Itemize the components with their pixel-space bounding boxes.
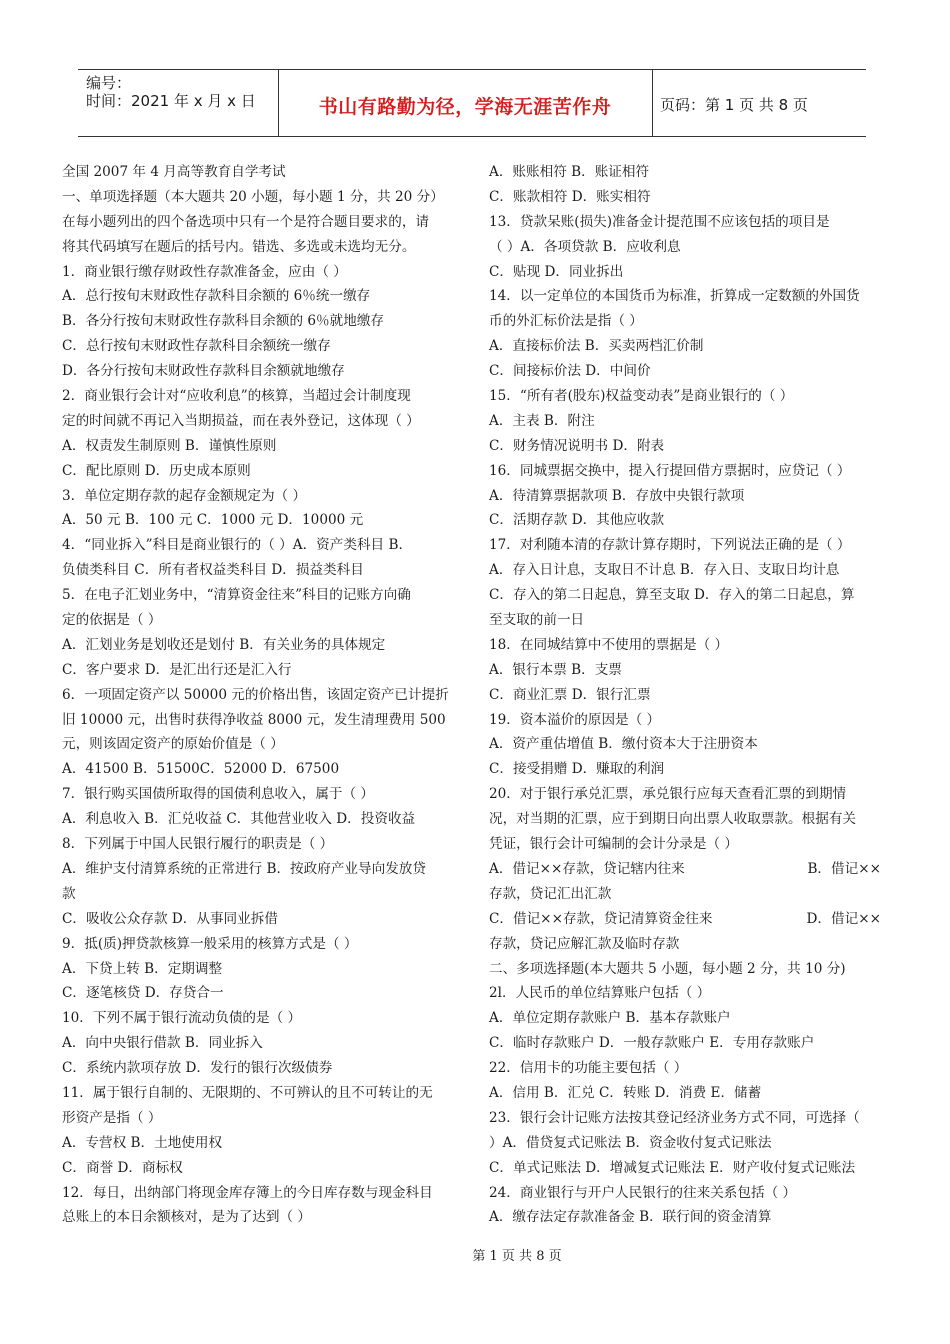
text-line: ）A．借贷复式记账法 B．资金收付复式记账法 [489, 1134, 772, 1151]
page-header [78, 69, 866, 137]
text-line: 7．银行购买国债所取得的国债利息收入，属于（ ） [62, 786, 375, 803]
text-line: A．账账相符 B．账证相符 [489, 164, 650, 180]
text-line: D．各分行按旬末财政性存款科目余额就地缴存 [62, 363, 345, 380]
text-line: C．总行按旬末财政性存款科目余额统一缴存 [62, 338, 331, 355]
option-left-text: C．借记××存款，贷记清算资金往来 [489, 910, 713, 927]
answer-option-row [489, 932, 881, 957]
text-line: A．权责发生制原则 B．谨慎性原则 [62, 437, 277, 454]
text-line: 9．抵(质)押贷款核算一般采用的核算方式是（ ） [62, 935, 358, 952]
text-line: A．直接标价法 B．买卖两档汇价制 [489, 338, 704, 355]
text-line: C．贴现 D．同业拆出 [489, 263, 624, 280]
right-text-column [489, 160, 881, 1230]
text-line: 2l．人民币的单位结算账户包括（ ） [489, 985, 711, 1002]
text-line: 全国 2007 年 4 月高等教育自学考试 [62, 164, 286, 180]
left-text-column [62, 160, 458, 1230]
text-line: 总账上的本日余额核对，是为了达到（ ） [62, 1209, 312, 1226]
text-line: 2．商业银行会计对“应收利息”的核算，当超过会计制度现 [62, 388, 411, 405]
text-line: A．待清算票据款项 B．存放中央银行款项 [489, 487, 745, 504]
text-line: C．存入的第二日起息，算至支取 D．存入的第二日起息，算 [489, 587, 855, 604]
text-line: C．活期存款 D．其他应收款 [489, 512, 665, 529]
text-line: 10．下列不属于银行流动负债的是（ ） [62, 1010, 302, 1027]
text-line: 一、单项选择题（本大题共 20 小题，每小题 1 分，共 20 分） [62, 188, 444, 205]
text-line: A．缴存法定存款准备金 B．联行间的资金清算 [489, 1209, 772, 1226]
text-line: C．吸收公众存款 D．从事同业拆借 [62, 910, 278, 927]
text-line: C．账款相符 D．账实相符 [489, 188, 651, 205]
text-line: C．配比原则 D．历史成本原则 [62, 462, 251, 479]
text-line: 5．在电子汇划业务中，“清算资金往来”科目的记账方向确 [62, 587, 411, 604]
header-motto-cell [278, 70, 653, 136]
option-right-text: B．借记×× [807, 860, 881, 877]
text-line: 11．属于银行自制的、无限期的、不可辨认的且不可转让的无 [62, 1084, 433, 1101]
header-info-cell [78, 70, 279, 136]
text-line: 二、多项选择题(本大题共 5 小题，每小题 2 分，共 10 分) [489, 960, 846, 977]
text-line: 22．信用卡的功能主要包括（ ） [489, 1060, 688, 1077]
answer-option-row [489, 857, 881, 882]
text-line: 14．以一定单位的本国货币为标准，折算成一定数额的外国货 [489, 288, 860, 305]
text-line: C．财务情况说明书 D．附表 [489, 437, 665, 454]
text-line: 款 [62, 885, 76, 902]
text-line: 定的时间就不再记入当期损益，而在表外登记，这体现（ ） [62, 412, 420, 429]
text-line: 形资产是指（ ） [62, 1109, 162, 1126]
text-line: A．主表 B．附注 [489, 412, 595, 429]
text-line: 在每小题列出的四个备选项中只有一个是符合题目要求的，请 [62, 213, 430, 230]
text-line: A．利息收入 B．汇兑收益 C．其他营业收入 D．投资收益 [62, 811, 416, 828]
text-line: A．存入日计息，支取日不计息 B．存入日、支取日均计息 [489, 562, 840, 579]
answer-option-row [489, 882, 881, 907]
text-line: 15．“所有者(股东)权益变动表”是商业银行的（ ） [489, 388, 794, 405]
text-line: A．维护支付清算系统的正常进行 B．按政府产业导向发放贷 [62, 860, 426, 877]
text-line: 13．贷款呆账(损失)准备金计提范围不应该包括的项目是 [489, 213, 830, 230]
text-line: 负债类科目 C．所有者权益类科目 D．损益类科目 [62, 562, 364, 579]
text-line: A．信用 B．汇兑 C．转账 D．消费 E．储蓄 [489, 1084, 762, 1101]
document-time-label: 时间：2021 年 x 月 x 日 [86, 92, 256, 110]
text-line: C．接受捐赠 D．赚取的利润 [489, 761, 665, 778]
text-line: A．下贷上转 B．定期调整 [62, 960, 223, 977]
text-line: 至支取的前一日 [489, 612, 585, 629]
option-right-text: D．借记×× [806, 910, 881, 927]
text-line: 定的依据是（ ） [62, 612, 162, 629]
option-left-text: 存款，贷记应解汇款及临时存款 [489, 935, 680, 952]
text-line: A．专营权 B．土地使用权 [62, 1134, 223, 1151]
option-left-text: A．借记××存款，贷记辖内往来 [489, 860, 685, 877]
text-line: A．银行本票 B．支票 [489, 661, 622, 678]
text-line: 19．资本溢价的原因是（ ） [489, 711, 661, 728]
header-page-number: 页码：第 1 页 共 8 页 [660, 96, 808, 114]
text-line: 旧 10000 元，出售时获得净收益 8000 元，发生清理费用 500 [62, 711, 446, 728]
document-number-label: 编号： [86, 74, 132, 92]
text-line: 币的外汇标价法是指（ ） [489, 313, 643, 330]
text-line: C．临时存款账户 D．一般存款账户 E．专用存款账户 [489, 1035, 815, 1052]
text-line: 4．“同业拆入”科目是商业银行的（ ）A．资产类科目 B． [62, 537, 413, 554]
text-line: C．间接标价法 D．中间价 [489, 363, 651, 380]
text-line: C．客户要求 D．是汇出行还是汇入行 [62, 661, 292, 678]
answer-option-row [489, 907, 881, 932]
text-line: 6．一项固定资产以 50000 元的价格出售，该固定资产已计提折 [62, 686, 449, 703]
text-line: 20．对于银行承兑汇票，承兑银行应每天查看汇票的到期情 [489, 786, 847, 803]
text-line: A．资产重估增值 B．缴付资本大于注册资本 [489, 736, 758, 753]
text-line: A．汇划业务是划收还是划付 B．有关业务的具体规定 [62, 636, 386, 653]
text-line: 12．每日，出纳部门将现金库存簿上的今日库存数与现金科目 [62, 1184, 433, 1201]
text-line: A．50 元 B．100 元 C．1000 元 D．10000 元 [62, 512, 364, 529]
text-line: C．逐笔核贷 D．存贷合一 [62, 985, 224, 1002]
text-line: 元，则该固定资产的原始价值是（ ） [62, 736, 284, 753]
text-line: C．商业汇票 D．银行汇票 [489, 686, 651, 703]
text-line: 凭证，银行会计可编制的会计分录是（ ） [489, 836, 739, 853]
text-line: 8．下列属于中国人民银行履行的职责是（ ） [62, 836, 334, 853]
text-line: 23．银行会计记账方法按其登记经济业务方式不同，可选择（ [489, 1109, 860, 1126]
text-line: 16．同城票据交换中，提入行提回借方票据时，应贷记（ ） [489, 462, 851, 479]
text-line: （ ）A．各项贷款 B．应收利息 [489, 238, 681, 255]
text-line: 1．商业银行缴存财政性存款准备金，应由（ ） [62, 263, 347, 280]
text-line: A．总行按旬末财政性存款科目余额的 6％统一缴存 [62, 288, 371, 305]
option-left-text: 存款，贷记汇出汇款 [489, 885, 612, 902]
page-footer [0, 1245, 950, 1264]
header-page-cell [652, 70, 866, 136]
text-line: 18．在同城结算中不使用的票据是（ ） [489, 636, 729, 653]
text-line: C．单式记账法 D．增减复式记账法 E．财产收付复式记账法 [489, 1159, 856, 1176]
text-line: C．商誉 D．商标权 [62, 1159, 183, 1176]
text-line: 况，对当期的汇票，应于到期日向出票人收取票款。根据有关 [489, 811, 857, 828]
text-line: 17．对利随本清的存款计算存期时，下列说法正确的是（ ） [489, 537, 851, 554]
text-line: 24．商业银行与开户人民银行的往来关系包括（ ） [489, 1184, 797, 1201]
text-line: B．各分行按旬末财政性存款科目余额的 6％就地缴存 [62, 313, 385, 330]
text-line: A．41500 B．51500C．52000 D．67500 [62, 761, 340, 778]
text-line: A．单位定期存款账户 B．基本存款账户 [489, 1010, 731, 1027]
text-line: 将其代码填写在题后的括号内。错选、多选或未选均无分。 [62, 238, 416, 255]
text-line: C．系统内款项存放 D．发行的银行次级债券 [62, 1060, 333, 1077]
footer-page-number: 第 1 页 共 8 页 [472, 1249, 562, 1264]
text-line: A．向中央银行借款 B．同业拆入 [62, 1035, 263, 1052]
text-line: 3．单位定期存款的起存金额规定为（ ） [62, 487, 307, 504]
header-motto: 书山有路勤为径，学海无涯苦作舟 [318, 96, 612, 118]
